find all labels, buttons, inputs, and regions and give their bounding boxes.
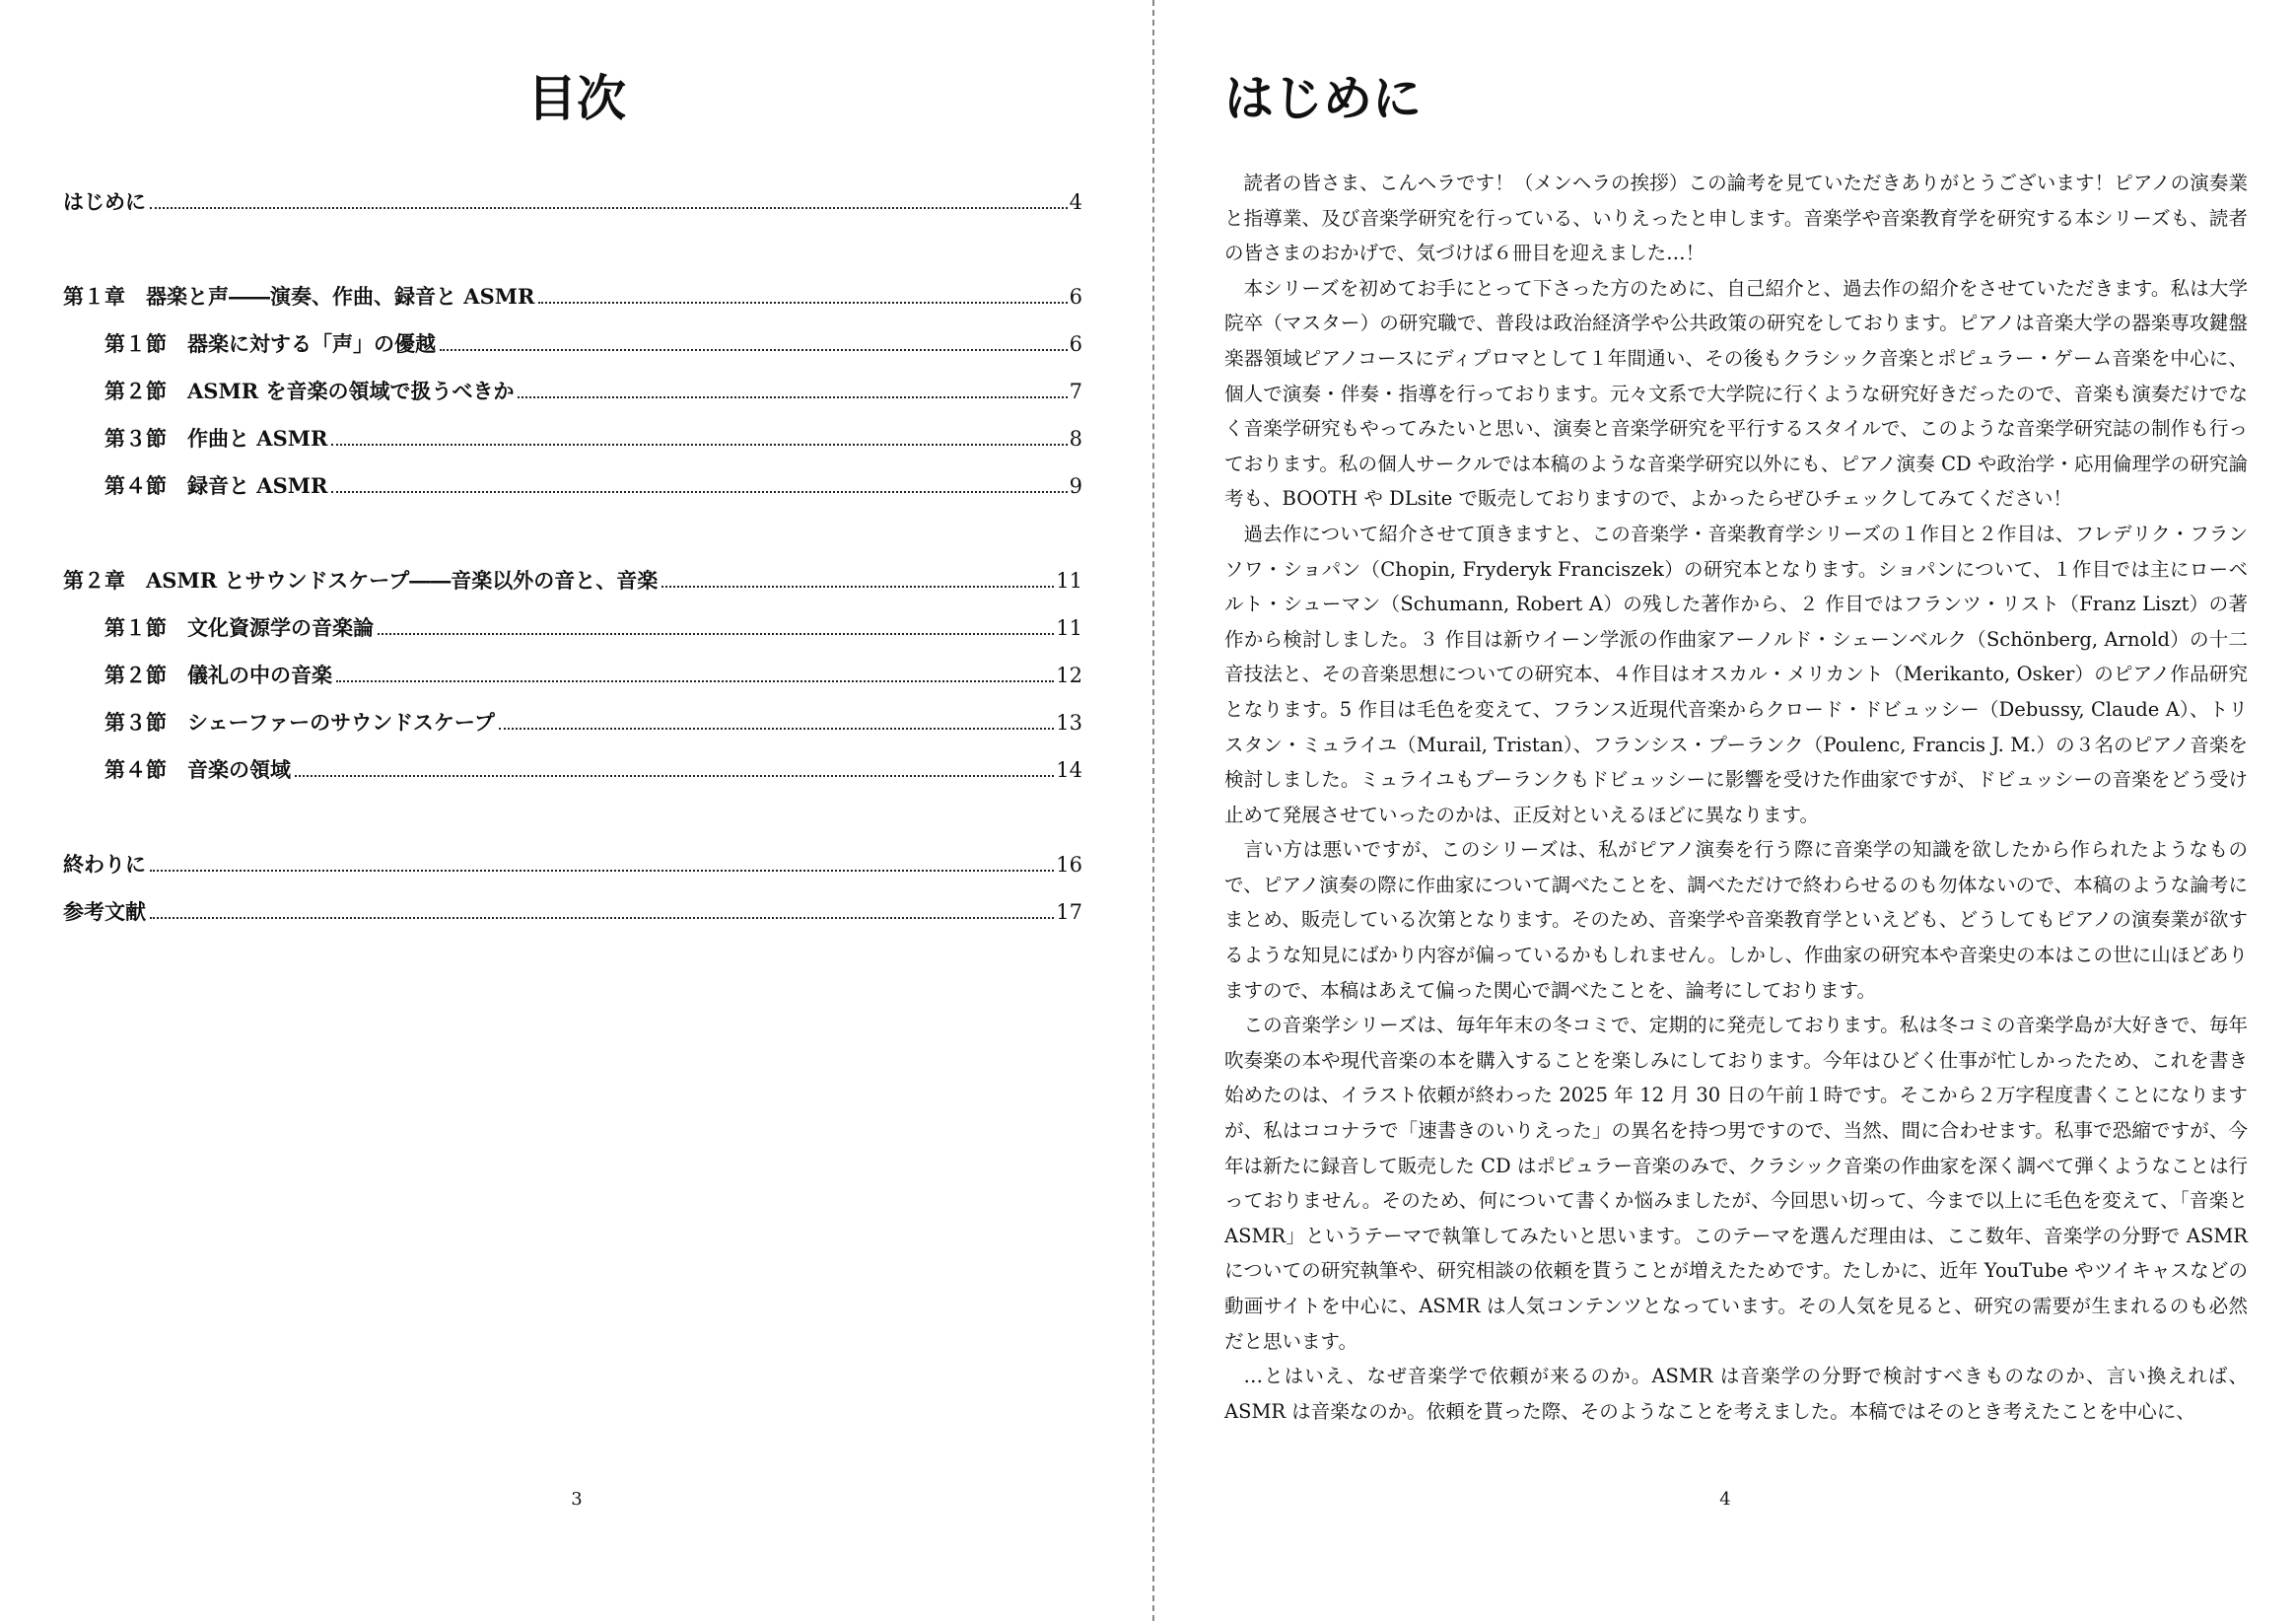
toc-entry-label: 終わりに [63, 852, 146, 877]
toc-entry-label: 第１節 器楽に対する「声」の優越 [104, 331, 436, 356]
toc-entry-page: 8 [1069, 427, 1082, 451]
toc-entry[interactable] [104, 755, 1082, 785]
toc-leader-dots [440, 349, 1068, 351]
toc-entry-label: 参考文献 [63, 899, 146, 924]
toc-entry-page: 6 [1069, 332, 1082, 356]
toc-entry-label: 第１節 文化資源学の音楽論 [104, 615, 374, 640]
toc-leader-dots [295, 775, 1054, 777]
toc-leader-dots [331, 444, 1067, 446]
toc-leader-dots [150, 917, 1054, 919]
toc-entry[interactable] [63, 566, 1082, 596]
toc-entry-page: 7 [1069, 380, 1082, 403]
toc-entry-label: はじめに [63, 189, 146, 214]
toc-entry-page: 16 [1056, 853, 1082, 877]
toc-entry[interactable] [63, 897, 1082, 927]
toc-leader-dots [331, 491, 1067, 493]
toc-leader-dots [499, 728, 1054, 730]
toc-entry[interactable] [63, 850, 1082, 880]
toc-leader-dots [378, 633, 1054, 635]
paragraph: 本シリーズを初めてお手にとって下さった方のために、自己紹介と、過去作の紹介をさせていただきます。私は大学院卒（マスター）の研究職で、普段は政治経済学や公共政策の研究をしております。ピアノは音楽大学の器楽専攻鍵盤楽器領域ピアノコースにディプロマとして１年間通い、その後もクラシック音楽とポピュラー・ゲーム音楽を中心に、個人で演奏・伴奏・指導を行っております。元々文系で大学院に行くような研究好きだったので、音楽も演奏だけでなく音楽学研究もやってみたいと思い、演奏と音楽学研究を平行するスタイルで、このような音楽学研究誌の制作も行っております。私の個人サークルでは本稿のような音楽学研究以外にも、ピアノ演奏 CD や政治学・応用倫理学の研究論考も、BOOTH や DLsite で販売しておりますので、よかったらぜひチェックしてみてください！ [1224, 276, 2248, 511]
toc-entry-label: 第４節 録音と ASMR [104, 473, 328, 498]
page-number: 3 [571, 1489, 583, 1510]
toc-entry-page: 4 [1069, 190, 1082, 214]
toc-entry[interactable] [104, 329, 1082, 359]
toc-leader-dots [336, 680, 1054, 682]
toc-entry[interactable] [104, 471, 1082, 501]
paragraph: 読者の皆さま、こんヘラです！（メンヘラの挨拶）この論考を見ていただきありがとうございます！ピアノの演奏業と指導業、及び音楽学研究を行っている、いりえったと申します。音楽学や音楽教育学を研究する本シリーズも、読者の皆さまのおかげで、気づけば６冊目を迎えました…！ [1224, 172, 2248, 265]
toc-leader-dots [150, 870, 1054, 872]
toc-entry[interactable] [104, 708, 1082, 738]
toc-entry[interactable] [104, 424, 1082, 454]
paragraph: 言い方は悪いですが、このシリーズは、私がピアノ演奏を行う際に音楽学の知識を欲したから作られたようなもので、ピアノ演奏の際に作曲家について調べたことを、調べただけで終わらせるのも勿体ないので、本稿のような論考にまとめ、販売している次第となります。そのため、音楽学や音楽教育学といえども、どうしてもピアノの演奏業が欲するような知見にばかり内容が偏っているかもしれません。しかし、作曲家の研究本や音楽史の本はこの世に山ほどありますので、本稿はあえて偏った関心で調べたことを、論考にしております。 [1224, 838, 2248, 1002]
page-number: 4 [1719, 1489, 1731, 1510]
paragraph: …とはいえ、なぜ音楽学で依頼が来るのか。ASMR は音楽学の分野で検討すべきものなのか、言い換えれば、ASMR は音楽なのか。依頼を貰った際、そのようなことを考えました。本稿ではそのとき考えたことを中心に、 [1224, 1365, 2248, 1423]
toc-entry-page: 13 [1056, 711, 1082, 735]
toc-entry[interactable] [63, 187, 1082, 217]
toc-entry-page: 6 [1069, 285, 1082, 309]
toc-entry-label: 第４節 音楽の領域 [104, 757, 291, 782]
toc-leader-dots [518, 396, 1067, 398]
toc-entry[interactable] [63, 282, 1082, 312]
toc-entry-label: 第３節 作曲と ASMR [104, 426, 328, 451]
toc-entry-label: 第２節 ASMR を音楽の領域で扱うべきか [104, 379, 515, 403]
toc-leader-dots [661, 586, 1054, 588]
toc-entry-label: 第１章 器楽と声――演奏、作曲、録音と ASMR [63, 284, 535, 309]
intro-body [1224, 166, 2248, 1429]
toc-entry[interactable] [104, 613, 1082, 643]
toc-entry[interactable] [104, 377, 1082, 406]
toc-entry-page: 11 [1056, 616, 1082, 640]
toc-leader-dots [538, 302, 1067, 304]
intro-page [1154, 0, 2296, 1621]
toc-title: 目次 [527, 69, 626, 127]
toc-entry-page: 9 [1069, 474, 1082, 498]
intro-title: はじめに [1224, 69, 1422, 127]
toc-entry-label: 第２節 儀礼の中の音楽 [104, 663, 332, 687]
paragraph: 過去作について紹介させて頂きますと、この音楽学・音楽教育学シリーズの１作目と２作目は、フレデリク・フランソワ・ショパン（Chopin, Fryderyk Franciszek）の研究本となります。ショパンについて、１作目では主にローベルト・シューマン（Schumann, Robert A）の残した著作から、２ 作目ではフランツ・リスト（Franz Liszt）の著作から検討しました。３ 作目は新ウイーン学派の作曲家アーノルド・シェーンベルク（Schönberg, Arnold）の十二音技法と、その音楽思想についての研究本、４作目はオスカル・メリカント（Merikanto, Osker）のピアノ作品研究となります。5 作目は毛色を変えて、フランス近現代音楽からクロード・ドビュッシー（Debussy, Claude A）、トリスタン・ミュライユ（Murail, Tristan）、フランシス・プーランク（Poulenc, Francis J. M.）の３名のピアノ音楽を検討しました。ミュライユもプーランクもドビュッシーに影響を受けた作曲家ですが、ドビュッシーの音楽をどう受け止めて発展させていったのかは、正反対といえるほどに異なります。 [1224, 522, 2248, 826]
toc-leader-dots [150, 207, 1068, 209]
toc-entry-page: 12 [1056, 664, 1082, 687]
toc-entry-label: 第２章 ASMR とサウンドスケープ――音楽以外の音と、音楽 [63, 568, 659, 593]
paragraph: この音楽学シリーズは、毎年年末の冬コミで、定期的に発売しております。私は冬コミの音楽学島が大好きで、毎年吹奏楽の本や現代音楽の本を購入することを楽しみにしております。今年はひどく仕事が忙しかったため、これを書き始めたのは、イラスト依頼が終わった 2025 年 12 月 30 日の午前１時です。そこから２万字程度書くことになりますが、私はココナラで「速書きのいりえった」の異名を持つ男ですので、当然、間に合わせます。私事で恐縮ですが、今年は新たに録音して販売した CD はポピュラー音楽のみで、クラシック音楽の作曲家を深く調べて弾くようなことは行っておりません。そのため、何について書くか悩みましたが、今回思い切って、今まで以上に毛色を変えて、「音楽と ASMR」というテーマで執筆してみたいと思います。このテーマを選んだ理由は、ここ数年、音楽学の分野で ASMR についての研究執筆や、研究相談の依頼を貰うことが増えたためです。たしかに、近年 YouTube やツイキャスなどの動画サイトを中心に、ASMR は人気コンテンツとなっています。その人気を見ると、研究の需要が生まれるのも必然だと思います。 [1224, 1014, 2248, 1353]
toc-entry-label: 第３節 シェーファーのサウンドスケープ [104, 710, 495, 735]
toc-entry-page: 17 [1056, 900, 1082, 924]
toc-entry-page: 11 [1056, 569, 1082, 593]
toc-entry-page: 14 [1056, 758, 1082, 782]
toc-entry[interactable] [104, 661, 1082, 690]
